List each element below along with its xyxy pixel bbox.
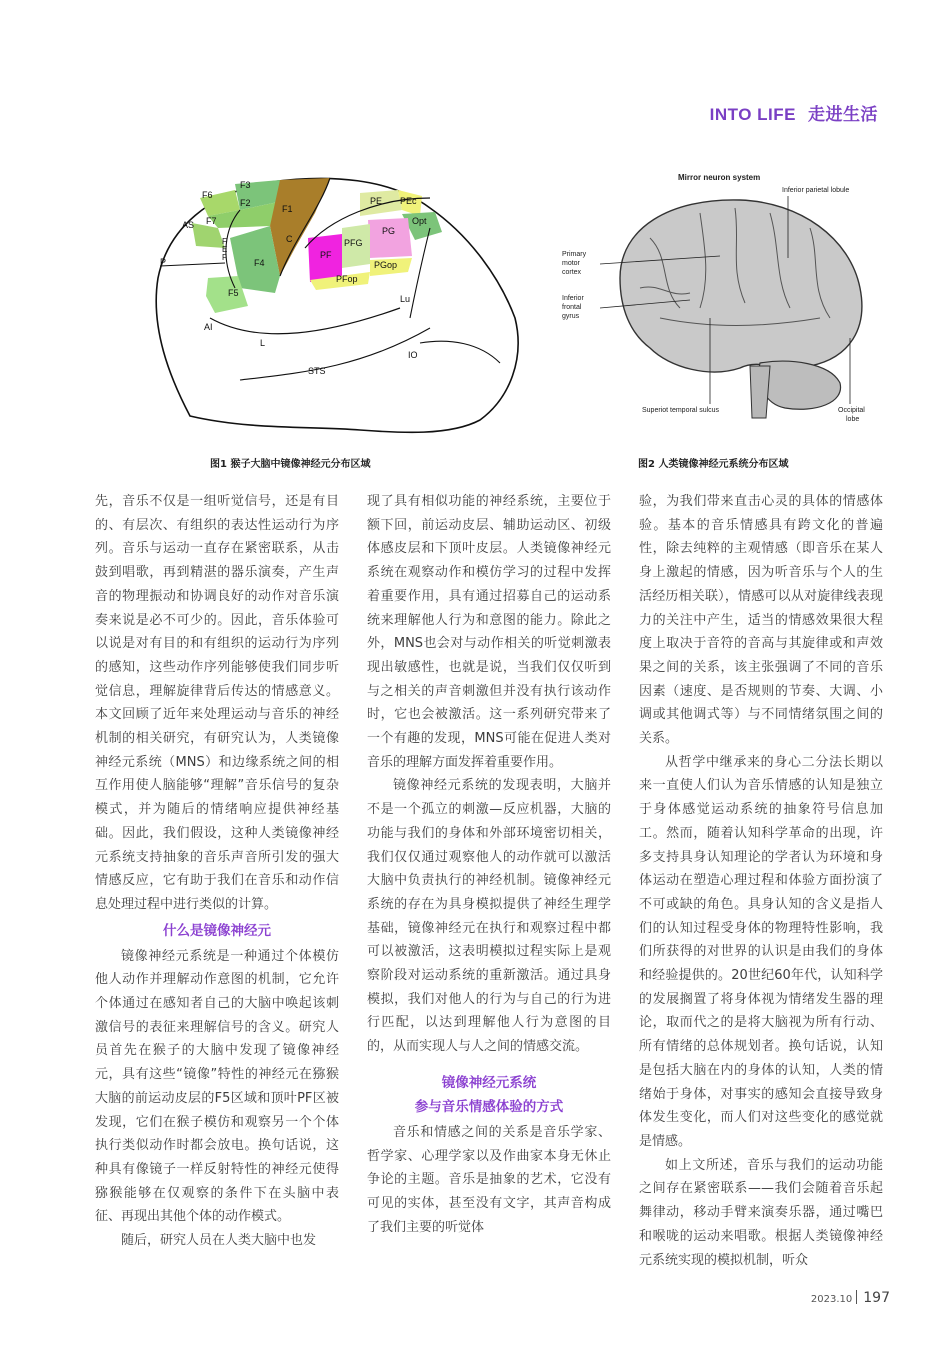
fig2-caption: 图2 人类镜像神经元系统分布区域 (638, 459, 789, 470)
label-f1: F1 (282, 204, 293, 214)
text-column-2 (367, 490, 611, 1239)
label-c: C (286, 234, 293, 244)
fig2-title: Mirror neuron system (678, 173, 761, 182)
paragraph: 现了具有相似功能的神经系统，主要位于额下回，前运动皮层、辅助运动区、初级体感皮层和下顶叶皮层。人类镜像神经元系统在观察动作和模仿学习的过程中发挥着重要作用，具有通过招募自己的运动系统来理解他人行为和意图的能力。除此之外，MNS也会对与动作相关的听觉刺激表现出敏感性，也就是说，当我们仅仅听到与之相关的声音刺激但并没有执行该动作时，它也会被激活。这一系列研究带来了一个有趣的发现，MNS可能在促进人类对音乐的理解方面发挥着重要作用。 (367, 494, 611, 770)
page-footer (811, 1290, 890, 1306)
label-fef: F (222, 237, 227, 246)
paragraph: 验，为我们带来直击心灵的具体的情感体验。基本的音乐情感具有跨文化的普遍性，除去纯粹的主观情感（即音乐在某人身上激起的情感，因为听音乐与个人的生活经历相关联），情感可以从对旋律线表现力的关注中产生，适当的情感效果很大程度上取决于音符的音高与其旋律或和声效果之间的关系，该主张强调了不同的音乐因素（速度、是否规则的节奏、大调、小调或其他调式等）与不同情绪氛围之间的关系。 (639, 494, 883, 747)
label-sts: STS (308, 366, 326, 376)
label-f5: F5 (228, 288, 239, 298)
label-f7: F7 (206, 216, 217, 226)
cerebellum (759, 361, 841, 409)
svg-text:Inferior: Inferior (562, 295, 584, 302)
label-io: IO (408, 350, 418, 360)
paragraph: 从哲学中继承来的身心二分法长期以来一直使人们认为音乐情感的认知是独立于身体感觉运动系统的抽象符号信息加工。然而，随着认知科学革命的出现，许多支持具身认知理论的学者认为环境和身体运动在塑造心理过程和体验方面扮演了不可或缺的角色。具身认知的含义是指人们的认知过程受身体的物理特性影响，我们所获得的对世界的认识是由我们的身体和经验提供的。20世纪60年代，认知科学的发展搁置了将身体视为情绪发生器的理论，取而代之的是将大脑视为所有行动、所有情绪的总体规划者。换句话说，认知是包括大脑在内的身体的认知，人类的情绪始于身体，对事实的感知会直接导致身体发生变化，而人们对这些变化的感觉就是情感。 (639, 754, 883, 1149)
label-f6: F6 (202, 190, 213, 200)
text-column-1 (95, 490, 339, 1253)
svg-text:gyrus: gyrus (562, 313, 580, 320)
divider (856, 1290, 857, 1304)
svg-text:Primary: Primary (562, 251, 587, 258)
label-pec: PEc (400, 196, 417, 206)
section-header-zh: 走进生活 (808, 105, 878, 125)
paragraph: 音乐和情感之间的关系是音乐学家、哲学家、心理学家以及作曲家本身无休止争论的主题。音乐是抽象的艺术，它没有可见的实体，甚至没有文字，其声音构成了我们主要的听觉体 (367, 1124, 611, 1235)
paragraph: 镜像神经元系统是一种通过个体模仿他人动作并理解动作意图的机制，它允许个体通过在感知者自己的大脑中唤起该刺激信号的表征来理解信号的含义。研究人员首先在猴子的大脑中发现了镜像神经元，具有这些“镜像”特性的神经元在猕猴大脑的前运动皮层的F5区域和顶叶PF区被发现，它们在猴子模仿和观察另一个个体执行类似动作时都会放电。换句话说，这种具有像镜子一样反射特性的神经元使得猕猴能够在仅观察的条件下在头脑中表征、再现出其他个体的动作模式。 (95, 948, 339, 1225)
section-heading: 镜像神经元系统 参与音乐情感体验的方式 (414, 1074, 564, 1115)
section-header (710, 100, 878, 125)
label-f4: F4 (254, 258, 265, 268)
label-ipl: Inferior parietal lobule (782, 187, 850, 194)
section-heading: 什么是镜像神经元 (163, 922, 271, 939)
paragraph: 如上文所述，音乐与我们的运动功能之间存在紧密联系——我们会随着音乐起舞律动，移动手臂来演奏乐器，通过嘴巴和喉咙的运动来唱歌。根据人类镜像神经元系统实现的模拟机制，听众 (639, 1157, 883, 1268)
label-lu: Lu (400, 294, 411, 304)
paragraph: 镜像神经元系统的发现表明，大脑并不是一个孤立的刺激—反应机器，大脑的功能与我们的身体和外部环境密切相关，我们仅仅通过观察他人的动作就可以激活大脑中负责执行的神经机制。镜像神经元系统的存在为具身模拟提供了神经生理学基础，镜像神经元在执行和观察过程中都可以被激活，这表明模拟过程实际上是观察阶段对运动系统的重新激活。通过具身模拟，我们对他人的行为与自己的行为进行匹配，以达到理解他人行为意图的目的，从而实现人与人之间的情感交流。 (367, 778, 611, 1055)
svg-text:cortex: cortex (562, 269, 582, 276)
label-opt: Opt (412, 216, 427, 226)
paragraph: 先，音乐不仅是一组听觉信号，还是有目的、有层次、有组织的表达性运动行为序列。音乐与运动一直存在紧密联系，从击鼓到唱歌，再到精湛的器乐演奏，产生声音的物理振动和协调良好的动作对音乐演奏来说是必不可少的。因此，音乐体验可以说是对有目的和有组织的运动行为序列的感知，这些动作序列能够使我们同步听觉信息，理解旋律背后传达的情感意义。本文回顾了近年来处理运动与音乐的神经机制的相关研究，有研究认为，人类镜像神经元系统（MNS）和边缘系统之间的相互作用使人脑能够“理解”音乐信号的复杂模式，并为随后的情绪响应提供神经基础。因此，我们假设，这种人类镜像神经元系统支持抽象的音乐声音所引发的强大情感反应，它有助于我们在音乐和动作信息处理过程中进行类似的计算。 (95, 494, 339, 912)
label-pg: PG (382, 226, 396, 236)
page-number: 197 (863, 1290, 890, 1306)
cerebrum (620, 200, 862, 372)
svg-text:frontal: frontal (562, 304, 582, 311)
label-f2: F2 (240, 198, 251, 208)
label-ai: AI (204, 322, 213, 332)
svg-text:Occipital: Occipital (838, 407, 865, 414)
fig1-caption: 图1 猴子大脑中镜像神经元分布区域 (210, 459, 371, 470)
label-pfop: PFop (336, 274, 358, 284)
svg-text:F: F (222, 253, 227, 262)
paragraph: 随后，研究人员在人类大脑中也发 (121, 1233, 317, 1249)
label-pfg: PFG (344, 238, 363, 248)
monkey-brain-figure (130, 168, 530, 440)
svg-text:lobe: lobe (846, 416, 860, 423)
label-pgop: PGop (374, 260, 398, 270)
region-pg (368, 218, 412, 258)
label-p: P (160, 257, 167, 267)
label-f3: F3 (240, 180, 251, 190)
label-as: AS (182, 220, 195, 230)
label-pf: PF (320, 250, 332, 260)
svg-text:E: E (222, 245, 228, 254)
label-sts-human: Superiot temporal sulcus (642, 407, 720, 414)
human-brain-figure (560, 168, 880, 438)
label-l: L (260, 338, 266, 348)
section-header-en: INTO LIFE (709, 105, 796, 124)
brainstem (750, 366, 770, 418)
text-column-3 (639, 490, 883, 1272)
label-pe: PE (370, 196, 383, 206)
issue-date: 2023.10 (810, 1294, 853, 1305)
svg-text:motor: motor (562, 260, 580, 267)
